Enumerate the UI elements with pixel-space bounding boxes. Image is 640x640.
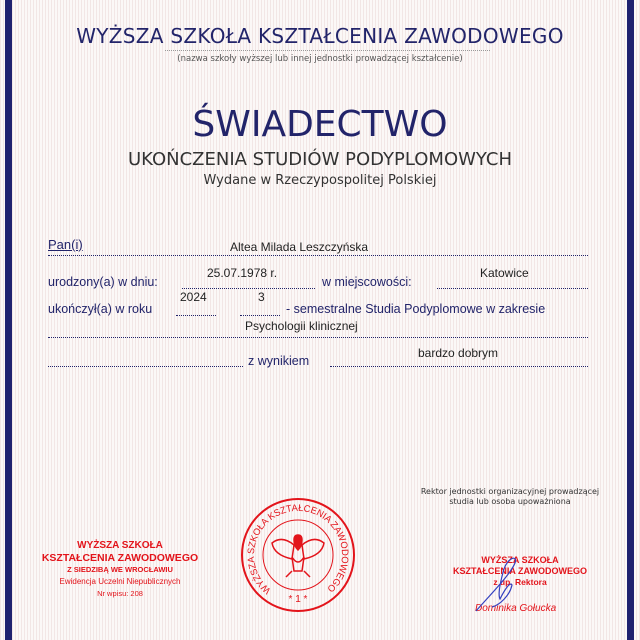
rector-stamp-line3: z up. Rektora xyxy=(493,577,547,587)
semesters-value: 3 xyxy=(258,290,265,304)
name-label: Pan(i) xyxy=(48,237,83,252)
document-title: ŚWIADECTWO xyxy=(192,104,448,145)
birth-place-value: Katowice xyxy=(480,266,529,280)
school-name: WYŻSZA SZKOŁA KSZTAŁCENIA ZAWODOWEGO xyxy=(76,24,564,48)
signature-caption xyxy=(410,487,610,507)
handwritten-signature xyxy=(470,555,540,615)
eagle-icon xyxy=(272,535,324,577)
rector-stamp-line1: WYŻSZA SZKOŁA xyxy=(481,555,559,565)
birth-date-label: urodzony(a) w dniu: xyxy=(48,275,158,289)
seal-ring-text: WYŻSZA SZKOŁA KSZTAŁCENIA ZAWODOWEGO xyxy=(245,502,351,596)
stamp-line3: Z SIEDZIBĄ WE WROCŁAWIU xyxy=(67,565,173,574)
completed-label: ukończył(a) w roku xyxy=(48,302,153,316)
semesters-line xyxy=(240,315,280,316)
result-left-line xyxy=(48,366,243,367)
birth-date-value: 25.07.1978 r. xyxy=(207,266,278,280)
document-subtitle: UKOŃCZENIA STUDIÓW PODYPLOMOWYCH xyxy=(127,149,513,170)
official-seal xyxy=(240,497,356,613)
school-name-line xyxy=(165,50,490,51)
school-stamp xyxy=(30,540,210,600)
right-border xyxy=(627,0,634,640)
stamp-line5: Nr wpisu: 208 xyxy=(97,589,143,598)
rector-stamp-line2: KSZTAŁCENIA ZAWODOWEGO xyxy=(453,566,587,576)
signature-caption-line2: studia lub osoba upoważniona xyxy=(449,497,571,506)
stamp-line2: KSZTAŁCENIA ZAWODOWEGO xyxy=(41,552,199,564)
result-value: bardzo dobrym xyxy=(418,346,499,360)
result-label: z wynikiem xyxy=(248,354,310,368)
name-line xyxy=(48,255,588,256)
left-border xyxy=(5,0,12,640)
signer-name: Dominika Gołucka xyxy=(475,603,557,614)
field-line xyxy=(48,337,588,338)
field-value: Psychologii klinicznej xyxy=(245,319,358,333)
year-value: 2024 xyxy=(180,290,207,304)
stamp-line1: WYŻSZA SZKOŁA xyxy=(77,540,163,551)
signature-caption-line1: Rektor jednostki organizacyjnej prowadzącej xyxy=(420,487,600,496)
school-caption: (nazwa szkoły wyższej lub innej jednostki prowadzącej kształcenie) xyxy=(177,54,463,64)
stamp-line4: Ewidencja Uczelni Niepublicznych xyxy=(59,577,181,586)
program-label: - semestralne Studia Podyplomowe w zakresie xyxy=(286,302,546,316)
result-line xyxy=(330,366,588,367)
seal-number: * 1 * xyxy=(288,594,308,605)
birth-date-line xyxy=(182,288,315,289)
birth-place-line xyxy=(437,288,588,289)
birth-place-label: w miejscowości: xyxy=(322,275,412,289)
name-value: Altea Milada Leszczyńska xyxy=(230,240,369,254)
year-line xyxy=(176,315,216,316)
issued-in: Wydane w Rzeczypospolitej Polskiej xyxy=(203,173,437,188)
